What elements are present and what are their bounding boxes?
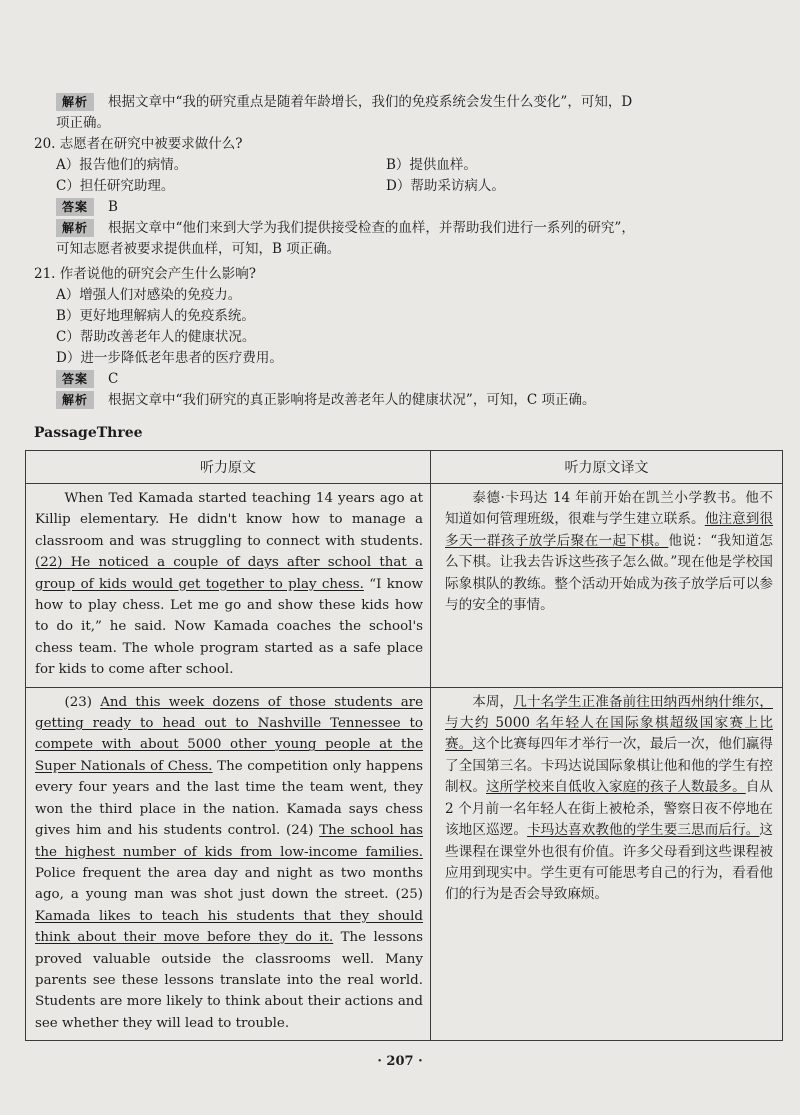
answer-tag: 答案 bbox=[56, 370, 94, 388]
passage-title: PassageThree bbox=[34, 425, 143, 441]
underlined-span: 卡玛达喜欢教他的学生要三思而后行。 bbox=[527, 822, 760, 839]
text-span: 这些课程在课堂外也很有价值。许多父母看到这些课程被应用到现实中。学生更有可能思考自己的行为，看看他们的行为是否会导致麻烦。 bbox=[445, 822, 774, 903]
q21-option-c: C）帮助改善老年人的健康状况。 bbox=[56, 329, 256, 345]
q20-analysis-line2: 可知志愿者被要求提供血样，可知，B 项正确。 bbox=[56, 241, 341, 257]
underlined-span: (22) He noticed a couple of days after school that a group of kids would get together to play chess. bbox=[35, 555, 423, 592]
q20-option-b: B）提供血样。 bbox=[386, 157, 477, 173]
table-row bbox=[26, 687, 783, 1041]
q19-analysis-line2: 项正确。 bbox=[56, 115, 110, 131]
text-span: “I know how to play chess. Let me go and show these kids how to do it,” he said. Now Kamada coaches the school's chess team. The whole program started as a safe place for kids to come after school. bbox=[35, 576, 423, 678]
table-row bbox=[26, 484, 783, 688]
text-span: 本周， bbox=[472, 693, 514, 710]
q20-analysis-line1: 根据文章中“他们来到大学为我们提供接受检查的血样，并帮助我们进行一系列的研究”， bbox=[108, 220, 635, 236]
q20-option-d: D）帮助采访病人。 bbox=[386, 178, 505, 194]
text-span: (25) bbox=[395, 887, 423, 903]
underlined-span: And this week dozens of those students are getting ready to head out to Nashville Tennessee to compete with about 5000 other young people at the Super Nationals of Chess. bbox=[35, 694, 424, 774]
analysis-tag: 解析 bbox=[56, 93, 94, 111]
header-original: 听力原文 bbox=[26, 451, 431, 484]
q20-option-c: C）担任研究助理。 bbox=[56, 178, 175, 194]
translation-cell bbox=[431, 687, 783, 1041]
q19-analysis-line1: 根据文章中“我的研究重点是随着年龄增长，我们的免疫系统会发生什么变化”，可知，D bbox=[108, 94, 633, 110]
transcript-table bbox=[25, 450, 783, 1041]
q21-answer: C bbox=[108, 371, 119, 387]
analysis-tag: 解析 bbox=[56, 219, 94, 237]
analysis-tag: 解析 bbox=[56, 391, 94, 409]
text-span: 这个比赛每四年才举行一次，最后一次，他们赢得了全国第三名。卡玛达说国际象棋让他和他的学生有控制权。 bbox=[445, 736, 774, 796]
answer-tag: 答案 bbox=[56, 198, 94, 216]
text-span: Police frequent the area day and night as two months ago, a young man was shot just down the street. bbox=[35, 865, 423, 903]
original-text-cell bbox=[26, 484, 431, 688]
table-header-row bbox=[26, 451, 783, 484]
question-20 bbox=[34, 134, 770, 260]
text-span: 泰德·卡玛达 14 年前开始在凯兰小学教书。他不知道如何管理班级，很难与学生建立联系。 bbox=[445, 490, 773, 528]
text-span: The lessons proved valuable outside the classrooms well. Many parents see these lessons translate into the real world. Students are more likely to think about their actions and see whether they will lead to trouble. bbox=[35, 930, 423, 1031]
underlined-span: The school has the highest number of kids from low-income families. bbox=[35, 823, 424, 860]
q21-option-a: A）增强人们对感染的免疫力。 bbox=[56, 287, 242, 303]
underlined-span: 他注意到很多天一群孩子放学后聚在一起下棋。 bbox=[445, 511, 774, 549]
q21-stem: 21. 作者说他的研究会产生什么影响? bbox=[34, 266, 256, 282]
text-span: When Ted Kamada started teaching 14 years ago at Killip elementary. He didn't know how to manage a classroom and was struggling to connect with students. bbox=[35, 491, 423, 549]
text-span: 他说：“我知道怎么下棋。让我去告诉这些孩子怎么做。”现在他是学校国际象棋队的教练。整个活动开始成为孩子放学后可以参与的安全的事情。 bbox=[445, 532, 774, 614]
text-span: The competition only happens every four years and the last time the team went, they won the third place in the nation. Kamada says chess gives him and his students control. bbox=[35, 758, 423, 839]
q21-option-b: B）更好地理解病人的免疫系统。 bbox=[56, 308, 255, 324]
text-span: (23) bbox=[64, 694, 101, 710]
q20-stem: 20. 志愿者在研究中被要求做什么? bbox=[34, 136, 243, 152]
underlined-span: 这所学校来自低收入家庭的孩子人数最多。 bbox=[486, 779, 746, 796]
page-number: · 207 · bbox=[377, 1054, 423, 1069]
q21-option-d: D）进一步降低老年患者的医疗费用。 bbox=[56, 350, 283, 366]
q19-analysis bbox=[34, 92, 770, 134]
text-span: 自从 2 个月前一名年轻人在街上被枪杀，警察日夜不停地在该地区巡逻。 bbox=[445, 779, 774, 839]
q20-answer: B bbox=[108, 199, 118, 215]
question-21 bbox=[34, 264, 770, 411]
underlined-span: Kamada likes to teach his students that they should think about their move before they do it. bbox=[35, 908, 423, 946]
header-translation: 听力原文译文 bbox=[431, 451, 783, 484]
q20-option-a: A）报告他们的病情。 bbox=[56, 157, 188, 173]
text-span: (24) bbox=[285, 823, 320, 839]
underlined-span: 几十名学生正准备前往田纳西州纳什维尔，与大约 5000 名年轻人在国际象棋超级国家赛上比赛。 bbox=[445, 693, 773, 753]
translation-cell bbox=[431, 484, 783, 688]
original-text-cell bbox=[26, 687, 431, 1041]
q21-analysis: 根据文章中“我们研究的真正影响将是改善老年人的健康状况”，可知，C 项正确。 bbox=[108, 392, 596, 408]
